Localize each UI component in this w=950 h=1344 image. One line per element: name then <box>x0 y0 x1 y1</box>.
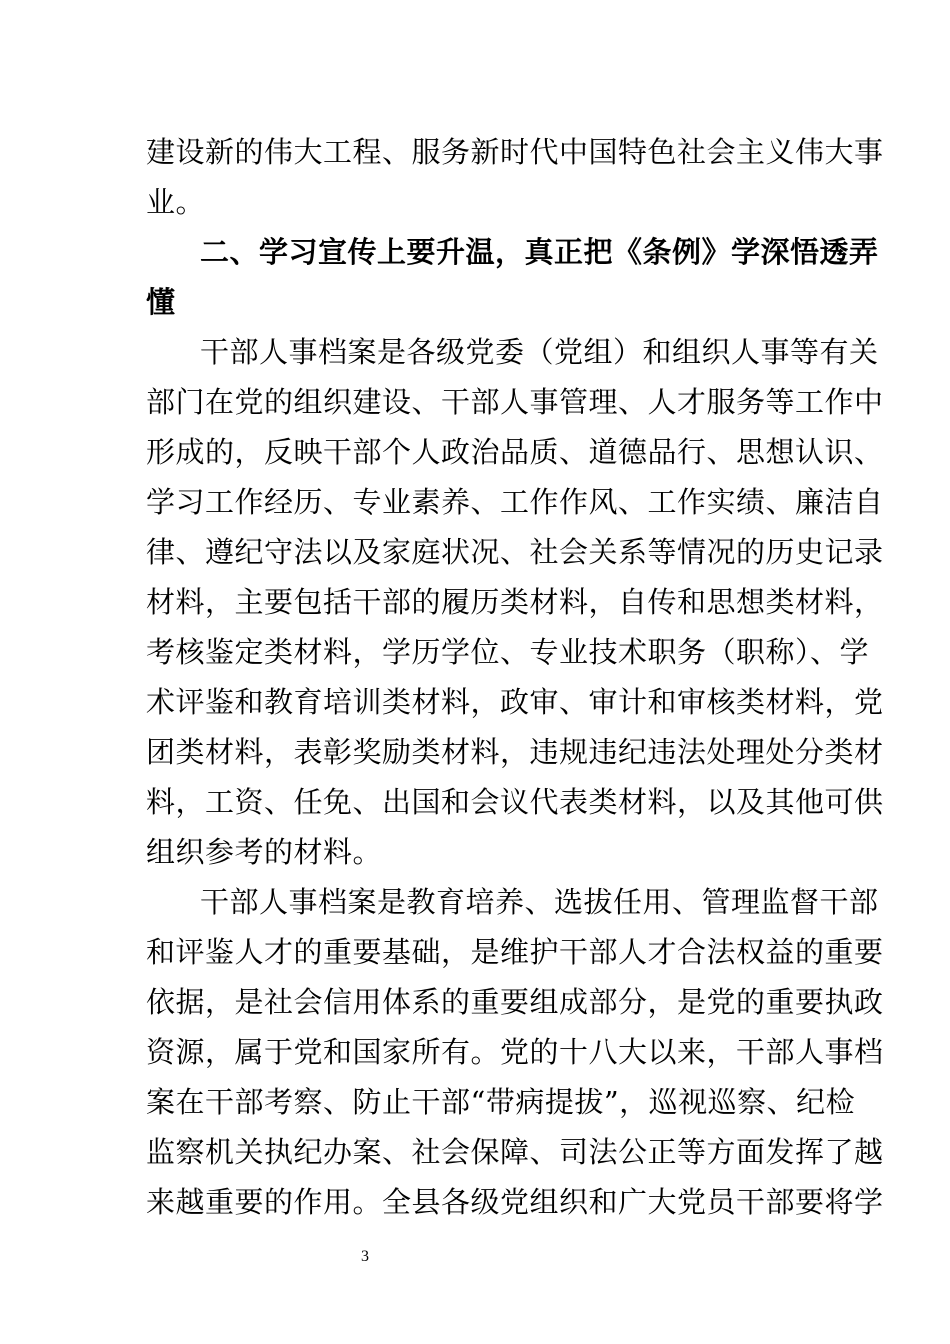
body-text-line: 监察机关执纪办案、社会保障、司法公正等方面发挥了越 <box>146 1135 884 1169</box>
body-text-line: 形成的，反映干部个人政治品质、道德品行、思想认识、 <box>146 435 884 469</box>
body-text-line: 团类材料，表彰奖励类材料，违规违纪违法处理处分类材 <box>146 735 884 769</box>
body-text-line: 考核鉴定类材料，学历学位、专业技术职务（职称）、学 <box>146 635 870 669</box>
page-number: 3 <box>361 1248 369 1265</box>
body-text-line: 依据，是社会信用体系的重要组成部分，是党的重要执政 <box>146 985 884 1019</box>
body-text-line: 案在干部考察、防止干部“带病提拔”，巡视巡察、纪检 <box>146 1085 856 1119</box>
paragraph-first-line: 干部人事档案是教育培养、选拔任用、管理监督干部 <box>200 885 879 919</box>
body-text-line: 学习工作经历、专业素养、工作作风、工作实绩、廉洁自 <box>146 485 884 519</box>
body-text-line: 资源，属于党和国家所有。党的十八大以来，干部人事档 <box>146 1035 884 1069</box>
body-text-line: 组织参考的材料。 <box>146 835 383 869</box>
body-text-line: 材料，主要包括干部的履历类材料，自传和思想类材料， <box>146 585 884 619</box>
section-heading: 二、学习宣传上要升温，真正把《条例》学深悟透弄 <box>200 235 879 269</box>
body-text-line: 业。 <box>146 185 206 219</box>
body-text-line: 建设新的伟大工程、服务新时代中国特色社会主义伟大事 <box>146 135 884 169</box>
body-text-line: 术评鉴和教育培训类材料，政审、审计和审核类材料，党 <box>146 685 884 719</box>
body-text-line: 律、遵纪守法以及家庭状况、社会关系等情况的历史记录 <box>146 535 884 569</box>
body-text-line: 部门在党的组织建设、干部人事管理、人才服务等工作中 <box>146 385 884 419</box>
body-text-line: 和评鉴人才的重要基础，是维护干部人才合法权益的重要 <box>146 935 884 969</box>
section-heading-continuation: 懂 <box>146 285 176 319</box>
body-text-line: 料，工资、任免、出国和会议代表类材料，以及其他可供 <box>146 785 884 819</box>
body-text-line: 来越重要的作用。全县各级党组织和广大党员干部要将学 <box>146 1185 884 1219</box>
paragraph-first-line: 干部人事档案是各级党委（党组）和组织人事等有关 <box>200 335 879 369</box>
